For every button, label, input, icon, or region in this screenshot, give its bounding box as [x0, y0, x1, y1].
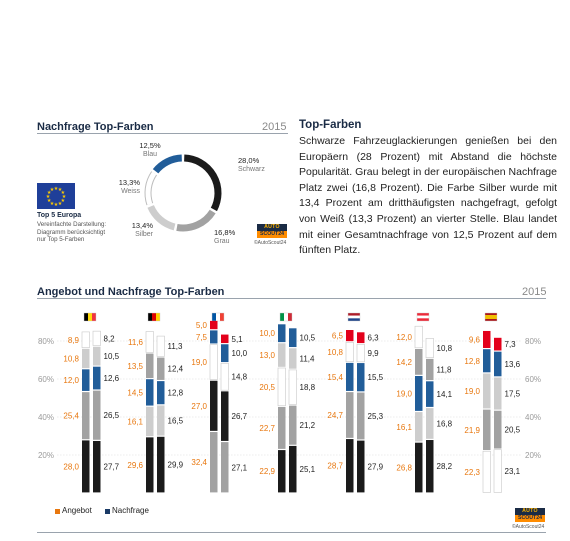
value-label-nachfrage: 9,9 — [367, 349, 379, 359]
bar-angebot-blau — [415, 376, 423, 411]
bar-angebot-grau — [210, 432, 218, 492]
donut-value-label: 13,4% — [131, 221, 153, 230]
bar-nachfrage-blau — [93, 367, 101, 390]
value-label-angebot: 26,8 — [396, 463, 412, 473]
flag-stripe — [92, 313, 96, 321]
value-label-angebot: 14,2 — [396, 357, 412, 367]
value-label-nachfrage: 27,1 — [231, 463, 248, 473]
value-label-angebot: 22,7 — [259, 423, 275, 433]
bar-nachfrage-grau — [289, 406, 297, 445]
legend-swatch-nachfrage — [105, 509, 110, 514]
bar-nachfrage-schwarz — [157, 437, 165, 493]
article-text: Schwarze Fahrzeuglackierungen genießen bei den Europäern (28 Prozent) mit Abstand die höchste Popularität. Grau belegt in der europäischen Nachfrage Platz zwei (16,8 Prozent). Die Farbe Silber wurde mit 13,4 Prozent am dritthäufigsten nachgefragt, gefolgt von Weiß (13,3 Prozent) an vierter Stelle. Blau landet mit einer Gesamtnachfrage von 12,5 Prozent auf dem fünften Platz. — [299, 135, 557, 257]
value-label-nachfrage: 27,9 — [367, 462, 384, 472]
eu-note-line: Vereinfachte Darstellung: — [37, 221, 107, 228]
value-label-nachfrage: 15,5 — [367, 373, 384, 383]
value-label-nachfrage: 16,8 — [436, 419, 453, 429]
flag-de-icon — [148, 313, 160, 321]
y-tick-label-right: 60% — [525, 375, 542, 384]
flag-stripe — [417, 316, 429, 319]
value-label-angebot: 5,0 — [195, 321, 207, 331]
value-label-angebot: 14,5 — [127, 388, 143, 398]
bottom-chart-title: Angebot und Nachfrage Top-Farben — [37, 286, 225, 298]
bar-nachfrage-weiss — [357, 344, 365, 362]
legend-label-nachfrage: Nachfrage — [112, 506, 149, 515]
flag-stripe — [284, 313, 288, 321]
value-label-angebot: 15,4 — [327, 372, 343, 382]
value-label-angebot: 10,8 — [327, 348, 343, 358]
value-label-angebot: 24,7 — [327, 411, 343, 421]
donut-value-label: 12,5% — [139, 141, 161, 150]
flag-stripe — [216, 313, 220, 321]
flag-stripe — [288, 313, 292, 321]
flag-stripe — [280, 313, 284, 321]
bottom-chart-year: 2015 — [522, 286, 547, 298]
logo-caption-bottom: ©AutoScout24 — [512, 524, 545, 530]
eu-star-icon: ★ — [49, 200, 55, 207]
flag-stripe — [417, 318, 429, 321]
bar-nachfrage-rot — [221, 335, 229, 343]
bottom-chart-rule — [37, 298, 546, 299]
eu-note-line: nur Top 5-Farben — [37, 236, 85, 244]
flag-stripe — [485, 319, 497, 321]
bar-angebot-weiss — [210, 345, 218, 380]
bar-angebot-grau — [483, 410, 491, 450]
value-label-nachfrage: 16,5 — [167, 416, 184, 426]
logo-top-text: AUTO — [515, 508, 545, 515]
flag-stripe — [88, 313, 92, 321]
flag-stripe — [84, 313, 88, 321]
bar-angebot-silber — [146, 407, 154, 436]
donut-value-label: 16,8% — [214, 228, 236, 237]
y-tick-label-right: 40% — [525, 413, 542, 422]
bar-nachfrage-schwarz — [357, 441, 365, 493]
bar-nachfrage-weiss — [426, 338, 434, 357]
logo-bottom-text: SCOUT24 — [257, 231, 287, 238]
value-label-nachfrage: 17,5 — [504, 389, 521, 399]
flag-stripe — [148, 313, 152, 321]
value-label-angebot: 21,9 — [464, 425, 480, 435]
donut-category-label: Grau — [214, 238, 230, 245]
bar-angebot-silber — [415, 412, 423, 441]
value-label-nachfrage: 13,6 — [504, 359, 521, 369]
logo-bottom-text: SCOUT24 — [515, 515, 545, 522]
y-tick-label-left: 40% — [37, 413, 54, 422]
flag-stripe — [348, 318, 360, 321]
bar-angebot-weiss — [346, 342, 354, 361]
value-label-angebot: 25,4 — [63, 411, 79, 421]
bar-angebot-silber — [483, 374, 491, 409]
logo-caption: ©AutoScout24 — [254, 240, 287, 246]
y-tick-label-left: 60% — [37, 375, 54, 384]
value-label-nachfrage: 26,7 — [231, 412, 248, 422]
y-tick-label-right: 20% — [525, 451, 542, 460]
value-label-angebot: 13,0 — [259, 351, 275, 361]
top-chart-rule — [37, 133, 288, 134]
value-label-nachfrage: 21,2 — [299, 421, 316, 431]
value-label-nachfrage: 29,9 — [167, 460, 184, 470]
eu-note-line: Diagramm berücksichtigt — [37, 228, 106, 236]
bottom-rule-end — [37, 532, 546, 533]
bar-angebot-grau — [415, 349, 423, 375]
flag-stripe — [220, 313, 224, 321]
bar-angebot-weiss — [146, 332, 154, 353]
bar-nachfrage-blau — [357, 363, 365, 391]
y-tick-label-right: 80% — [525, 337, 542, 346]
bar-angebot-weiss — [415, 326, 423, 348]
bar-angebot-grau — [346, 392, 354, 438]
donut-value-label: 13,3% — [118, 178, 140, 187]
donut-category-label: Blau — [142, 151, 158, 158]
bar-nachfrage-blau — [221, 344, 229, 362]
bar-nachfrage-silber — [93, 347, 101, 366]
value-label-nachfrage: 10,8 — [436, 344, 453, 354]
autoscout-logo — [257, 224, 287, 238]
value-label-angebot: 16,1 — [396, 422, 412, 432]
top-chart-year: 2015 — [262, 121, 287, 133]
value-label-angebot: 10,0 — [259, 329, 275, 339]
value-label-nachfrage: 25,1 — [299, 465, 316, 475]
eu-star-icon: ★ — [53, 202, 59, 208]
bar-angebot-rot — [210, 321, 218, 329]
value-label-nachfrage: 25,3 — [367, 411, 384, 421]
value-label-angebot: 12,0 — [396, 333, 412, 343]
bar-angebot-blau — [82, 369, 90, 391]
bar-angebot-silber — [82, 349, 90, 368]
donut-category-label: Schwarz — [238, 166, 265, 173]
value-label-angebot: 12,8 — [464, 356, 480, 366]
eu-caption-note — [37, 221, 117, 244]
bar-angebot-schwarz — [346, 439, 354, 492]
bar-angebot-schwarz — [82, 440, 90, 492]
donut-chart — [110, 138, 280, 248]
bar-nachfrage-blau — [426, 381, 434, 407]
value-label-angebot: 19,0 — [396, 389, 412, 399]
donut-slice-grau — [177, 212, 213, 228]
bar-nachfrage-weiss — [221, 363, 229, 390]
value-label-nachfrage: 10,5 — [103, 352, 120, 362]
flag-stripe — [156, 313, 160, 321]
bar-nachfrage-silber — [426, 408, 434, 439]
eu-star-icon: ★ — [53, 186, 59, 192]
flag-stripe — [212, 313, 216, 321]
bar-nachfrage-weiss — [494, 450, 502, 493]
eu-star-icon: ★ — [60, 198, 66, 204]
value-label-nachfrage: 18,8 — [299, 383, 316, 393]
value-label-nachfrage: 8,2 — [103, 334, 115, 344]
value-label-angebot: 8,9 — [67, 335, 79, 345]
value-label-nachfrage: 20,5 — [504, 425, 521, 435]
bar-angebot-blau — [278, 324, 286, 342]
value-label-angebot: 22,9 — [259, 467, 275, 477]
value-label-nachfrage: 28,2 — [436, 462, 453, 472]
bar-angebot-grau — [278, 407, 286, 449]
value-label-nachfrage: 11,3 — [167, 342, 183, 352]
bar-nachfrage-weiss — [93, 331, 101, 345]
bar-nachfrage-grau — [157, 358, 165, 380]
value-label-angebot: 12,0 — [63, 376, 79, 386]
flag-stripe — [348, 316, 360, 319]
bar-nachfrage-silber — [157, 405, 165, 435]
bar-nachfrage-grau — [221, 442, 229, 492]
bar-angebot-grau — [146, 354, 154, 378]
value-label-nachfrage: 5,1 — [231, 334, 243, 344]
bar-nachfrage-grau — [93, 391, 101, 440]
bar-nachfrage-weiss — [289, 370, 297, 405]
value-label-angebot: 7,5 — [195, 332, 207, 342]
donut-slice-schwarz — [184, 158, 218, 209]
value-label-nachfrage: 27,7 — [103, 462, 120, 472]
donut-value-label: 28,0% — [238, 156, 260, 165]
flag-be-icon — [84, 313, 96, 321]
autoscout-logo-bottom — [515, 508, 545, 522]
y-tick-label-left: 20% — [37, 451, 54, 460]
eu-star-icon: ★ — [46, 198, 52, 204]
bar-nachfrage-schwarz — [289, 446, 297, 492]
value-label-angebot: 29,6 — [127, 460, 143, 470]
bar-nachfrage-schwarz — [93, 441, 101, 492]
value-label-angebot: 19,0 — [191, 358, 207, 368]
eu-star-icon: ★ — [49, 187, 55, 194]
value-label-nachfrage: 26,5 — [103, 411, 120, 421]
value-label-angebot: 27,0 — [191, 401, 207, 411]
value-label-nachfrage: 11,4 — [299, 354, 315, 364]
donut-slice-blau — [156, 158, 182, 171]
value-label-nachfrage: 23,1 — [504, 467, 521, 477]
eu-star-icon: ★ — [57, 187, 63, 194]
value-label-angebot: 20,5 — [259, 382, 275, 392]
value-label-angebot: 19,0 — [464, 386, 480, 396]
value-label-angebot: 22,3 — [464, 467, 480, 477]
value-label-angebot: 10,8 — [63, 354, 79, 364]
value-label-nachfrage: 7,3 — [504, 340, 516, 350]
value-label-angebot: 32,4 — [191, 458, 207, 468]
bar-nachfrage-schwarz — [221, 391, 229, 441]
bar-nachfrage-rot — [494, 338, 502, 351]
flag-stripe — [485, 313, 497, 315]
eu-star-icon: ★ — [45, 194, 51, 200]
value-label-nachfrage: 12,4 — [167, 364, 184, 374]
eu-star-icon: ★ — [60, 190, 66, 196]
legend-label-angebot: Angebot — [62, 506, 92, 515]
y-tick-label-left: 80% — [37, 337, 54, 346]
value-label-nachfrage: 6,3 — [367, 333, 379, 343]
bar-nachfrage-blau — [157, 381, 165, 404]
stacked-bar-chart — [0, 300, 570, 500]
eu-star-icon: ★ — [61, 194, 67, 200]
value-label-angebot: 16,1 — [127, 417, 143, 427]
bar-nachfrage-grau — [494, 411, 502, 449]
value-label-angebot: 11,6 — [128, 337, 143, 347]
value-label-nachfrage: 11,8 — [436, 365, 452, 375]
bar-angebot-blau — [346, 363, 354, 391]
value-label-nachfrage: 12,6 — [103, 374, 120, 384]
flag-nl-icon — [348, 313, 360, 321]
bar-angebot-weiss — [483, 451, 491, 492]
bar-angebot-weiss — [278, 368, 286, 406]
article-title: Top-Farben — [299, 119, 362, 131]
bar-angebot-schwarz — [146, 437, 154, 492]
top-chart-title: Nachfrage Top-Farben — [37, 121, 154, 133]
bar-nachfrage-rot — [357, 332, 365, 343]
bar-angebot-blau — [146, 379, 154, 405]
bar-nachfrage-silber — [494, 378, 502, 410]
flag-at-icon — [417, 313, 429, 321]
donut-slice-silber — [151, 206, 175, 227]
bar-angebot-rot — [346, 330, 354, 341]
bar-nachfrage-blau — [289, 328, 297, 347]
bar-angebot-grau — [82, 392, 90, 439]
eu-star-icon: ★ — [46, 190, 52, 196]
eu-star-icon: ★ — [57, 200, 63, 207]
bar-angebot-silber — [278, 343, 286, 367]
eu-flag-icon — [37, 183, 75, 209]
bar-nachfrage-weiss — [157, 336, 165, 356]
value-label-nachfrage: 12,8 — [167, 388, 184, 398]
value-label-angebot: 13,5 — [127, 361, 143, 371]
flag-stripe — [348, 313, 360, 316]
value-label-nachfrage: 14,8 — [231, 372, 248, 382]
value-label-angebot: 9,6 — [468, 335, 480, 345]
bar-nachfrage-blau — [494, 352, 502, 377]
flag-it-icon — [280, 313, 292, 321]
bar-nachfrage-grau — [426, 359, 434, 380]
value-label-nachfrage: 10,5 — [299, 333, 316, 343]
bar-angebot-blau — [210, 330, 218, 343]
bar-angebot-blau — [483, 349, 491, 372]
donut-category-label: Weiss — [121, 188, 140, 195]
donut-category-label: Silber — [135, 231, 153, 238]
flag-fr-icon — [212, 313, 224, 321]
flag-stripe — [485, 315, 497, 319]
value-label-nachfrage: 14,1 — [436, 390, 453, 400]
bar-angebot-rot — [483, 331, 491, 348]
eu-caption-title: Top 5 Europa — [37, 212, 82, 219]
flag-stripe — [417, 313, 429, 316]
flag-stripe — [152, 313, 156, 321]
value-label-angebot: 6,5 — [331, 331, 343, 341]
value-label-angebot: 28,7 — [327, 461, 343, 471]
bar-nachfrage-silber — [289, 348, 297, 368]
bar-angebot-schwarz — [415, 443, 423, 493]
bar-angebot-schwarz — [278, 450, 286, 492]
bar-nachfrage-grau — [357, 393, 365, 440]
logo-top-text: AUTO — [257, 224, 287, 231]
bar-nachfrage-schwarz — [426, 440, 434, 492]
bar-angebot-schwarz — [210, 381, 218, 431]
legend-swatch-angebot — [55, 509, 60, 514]
value-label-angebot: 28,0 — [63, 462, 79, 472]
bar-angebot-weiss — [82, 332, 90, 348]
value-label-nachfrage: 10,0 — [231, 349, 248, 359]
flag-es-icon — [485, 313, 497, 321]
